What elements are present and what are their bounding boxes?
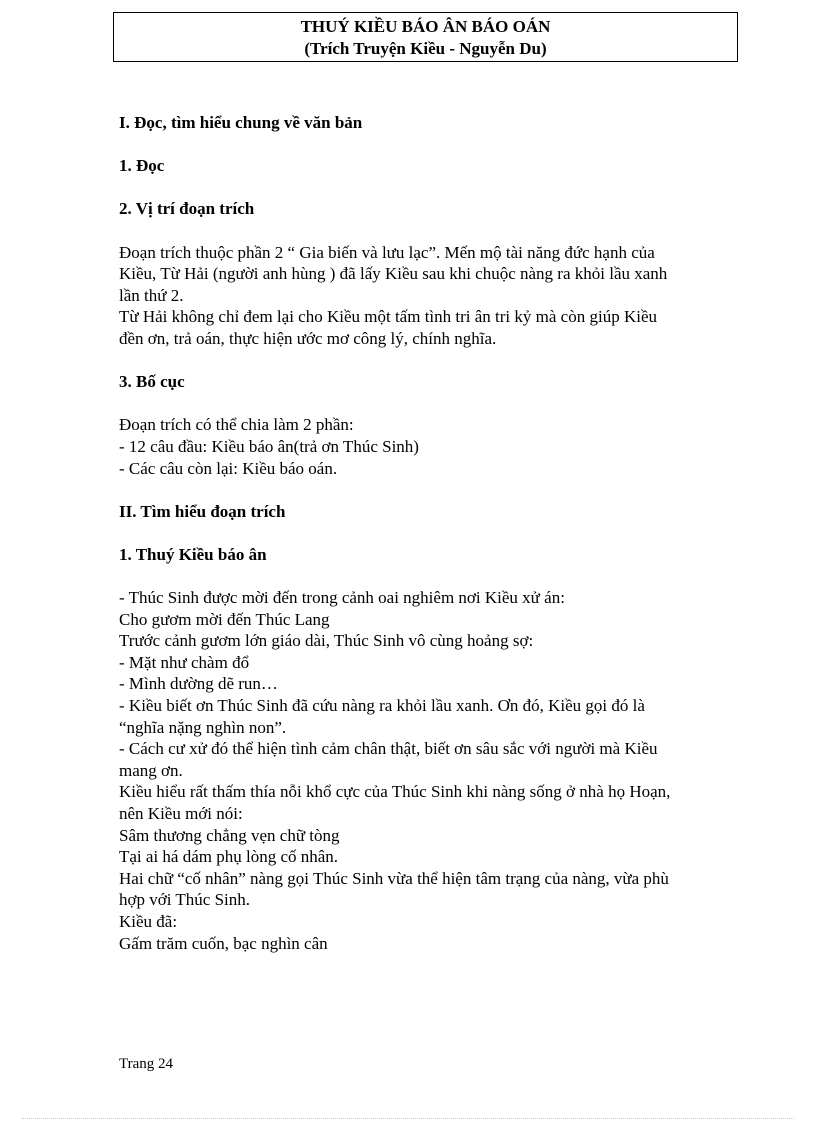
paragraph-line: - Cách cư xử đó thể hiện tình cảm chân thật, biết ơn sâu sắc với người mà Kiều — [119, 739, 658, 759]
paragraph-line: Đoạn trích thuộc phần 2 “ Gia biến và lưu lạc”. Mến mộ tài năng đức hạnh của — [119, 242, 655, 262]
page-number: Trang 24 — [119, 1056, 174, 1072]
paragraph-line: Đoạn trích có thể chia làm 2 phần: — [119, 415, 354, 435]
section-heading-2: II. Tìm hiểu đoạn trích — [119, 501, 286, 521]
paragraph-line: Kiều hiểu rất thấm thía nỗi khổ cực của Thúc Sinh khi nàng sống ở nhà họ Hoạn, — [119, 782, 671, 802]
paragraph-line: Gấm trăm cuốn, bạc nghìn cân — [119, 933, 328, 953]
paragraph-line: “nghĩa nặng nghìn non”. — [119, 717, 287, 737]
document-body — [119, 112, 734, 954]
paragraph-line: - Mặt như chàm đổ — [119, 652, 250, 672]
subsection-heading-bo-cuc: 3. Bố cục — [119, 372, 185, 392]
document-title: THUÝ KIỀU BÁO ÂN BÁO OÁN — [300, 17, 551, 36]
paragraph-line: - Kiều biết ơn Thúc Sinh đã cứu nàng ra khỏi lầu xanh. Ơn đó, Kiều gọi đó là — [119, 696, 645, 716]
paragraph-line: Hai chữ “cố nhân” nàng gọi Thúc Sinh vừa thể hiện tâm trạng của nàng, vừa phù — [119, 868, 669, 888]
subsection-heading-vi-tri: 2. Vị trí đoạn trích — [119, 199, 255, 219]
subsection-heading-bao-an: 1. Thuý Kiều báo ân — [119, 544, 267, 564]
paragraph-line: Tại ai há dám phụ lòng cố nhân. — [119, 847, 339, 867]
paragraph-line: Từ Hải không chỉ đem lại cho Kiều một tấm tình tri ân tri kỷ mà còn giúp Kiều — [119, 307, 657, 327]
paragraph-line: mang ơn. — [119, 760, 183, 780]
paragraph-line: - Mình dường dẽ run… — [119, 674, 278, 694]
paragraph-line: Trước cảnh gươm lớn giáo dài, Thúc Sinh vô cùng hoảng sợ: — [119, 631, 534, 651]
paragraph-line: - Thúc Sinh được mời đến trong cảnh oai nghiêm nơi Kiều xử án: — [119, 588, 565, 608]
document-title-box — [113, 12, 738, 62]
paragraph-line: hợp với Thúc Sinh. — [119, 890, 251, 910]
paragraph-line: Sâm thương chẳng vẹn chữ tòng — [119, 825, 340, 845]
section-heading-1: I. Đọc, tìm hiểu chung về văn bản — [119, 113, 363, 132]
paragraph-line: Cho gươm mời đến Thúc Lang — [119, 609, 330, 629]
paragraph-line: đền ơn, trả oán, thực hiện ước mơ công lý, chính nghĩa. — [119, 328, 497, 348]
paragraph-line: lần thứ 2. — [119, 285, 184, 305]
paragraph-line: Kiều, Từ Hải (người anh hùng ) đã lấy Kiều sau khi chuộc nàng ra khỏi lầu xanh — [119, 264, 668, 284]
paragraph-line: - 12 câu đầu: Kiều báo ân(trả ơn Thúc Sinh) — [119, 436, 419, 456]
subsection-heading-doc: 1. Đọc — [119, 156, 165, 176]
document-subtitle: (Trích Truyện Kiều - Nguyễn Du) — [304, 39, 547, 58]
paragraph-line: - Các câu còn lại: Kiều báo oán. — [119, 458, 338, 478]
paragraph-line: nên Kiều mới nói: — [119, 804, 243, 823]
paragraph-line: Kiều đã: — [119, 911, 178, 931]
page-bottom-divider — [22, 1118, 794, 1119]
